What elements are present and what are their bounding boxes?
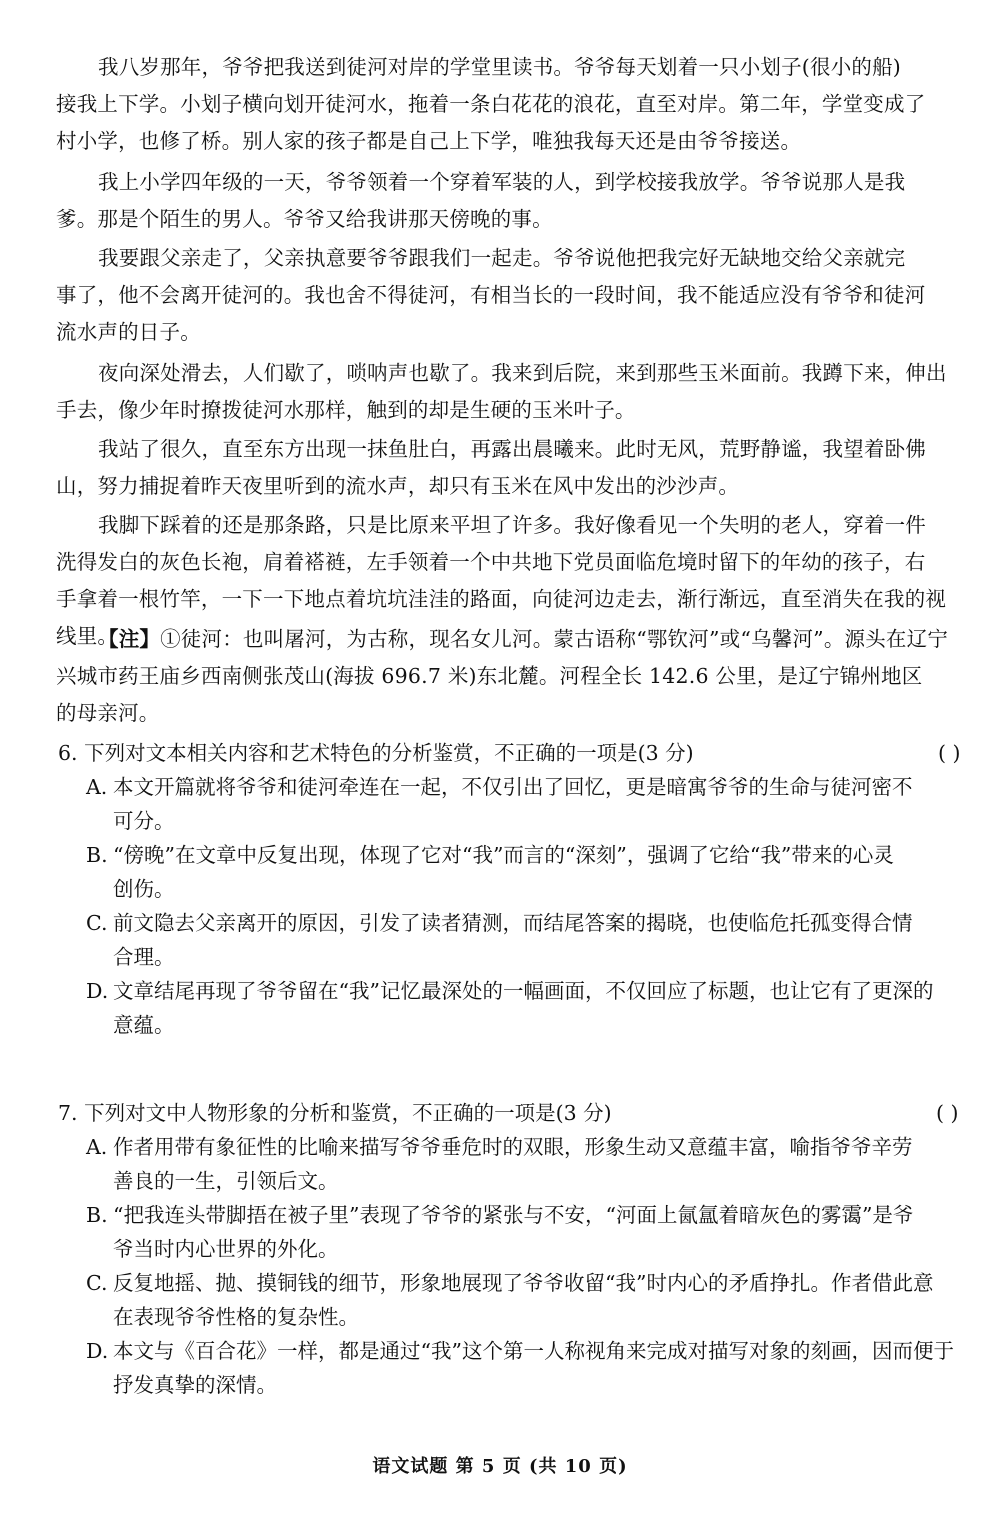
answer-bracket[interactable]: ( ) (936, 1101, 959, 1125)
option-label: B. (86, 1203, 108, 1227)
option-text: 本文开篇就将爷爷和徒河牵连在一起，不仅引出了回忆，更是暗寓爷爷的生命与徒河密不 (113, 775, 913, 799)
footnote-line: 兴城市药王庙乡西南侧张茂山(海拔 696.7 米)东北麓。河程全长 142.6 公里，是辽宁锦州地区 (56, 664, 923, 688)
option-text-cont: 创伤。 (113, 877, 175, 901)
passage-paragraph-3 (56, 240, 1000, 351)
passage-paragraph-4 (56, 355, 1000, 429)
passage-line: 我八岁那年，爷爷把我送到徒河对岸的学堂里读书。爷爷每天划着一只小划子(很小的船) (98, 55, 901, 79)
passage-line: 我要跟父亲走了，父亲执意要爷爷跟我们一起走。爷爷说他把我完好无缺地交给父亲就完 (98, 246, 906, 270)
question-7 (58, 1096, 1000, 1402)
passage-line: 洗得发白的灰色长袍，肩着褡裢，左手领着一个中共地下党员面临危境时留下的年幼的孩子，右 (56, 550, 926, 574)
option-label: A. (86, 775, 108, 799)
question-stem-text: 6. 下列对文本相关内容和艺术特色的分析鉴赏，不正确的一项是(3 分) (58, 741, 694, 765)
option-text: 反复地摇、抛、摸铜钱的细节，形象地展现了爷爷收留“我”时内心的矛盾挣扎。作者借此意 (113, 1271, 934, 1295)
footnote-text: ①徒河：也叫屠河，为古称，现名女儿河。蒙古语称“鄂钦河”或“乌馨河”。源头在辽宁 (160, 627, 949, 651)
passage-line: 我站了很久，直至东方出现一抹鱼肚白，再露出晨曦来。此时无风，荒野静谧，我望着卧佛 (98, 437, 926, 461)
passage-paragraph-2 (56, 164, 1000, 238)
option-a[interactable] (58, 1130, 1000, 1164)
passage-line: 我脚下踩着的还是那条路，只是比原来平坦了许多。我好像看见一个失明的老人，穿着一件 (98, 513, 926, 537)
page-footer: 语文试题 第 5 页 (共 10 页) (372, 1456, 628, 1477)
option-text-cont: 在表现爷爷性格的复杂性。 (113, 1305, 359, 1329)
passage-line: 夜向深处滑去，人们歇了，唢呐声也歇了。我来到后院，来到那些玉米面前。我蹲下来，伸出 (98, 361, 947, 385)
passage-line: 接我上下学。小划子横向划开徒河水，拖着一条白花花的浪花，直至对岸。第二年，学堂变成了 (56, 92, 926, 116)
option-label: C. (86, 1271, 108, 1295)
option-text-cont: 抒发真挚的深情。 (113, 1373, 277, 1397)
passage-paragraph-5 (56, 431, 1000, 505)
passage-line: 手去，像少年时撩拨徒河水那样，触到的却是生硬的玉米叶子。 (56, 398, 636, 422)
option-b[interactable] (58, 1198, 1000, 1232)
option-label: A. (86, 1135, 108, 1159)
option-text-cont: 爷当时内心世界的外化。 (113, 1237, 339, 1261)
option-c[interactable] (58, 1266, 1000, 1300)
option-d[interactable] (58, 974, 1000, 1008)
option-text-cont: 善良的一生，引领后文。 (113, 1169, 339, 1193)
passage-line: 事了，他不会离开徒河的。我也舍不得徒河，有相当长的一段时间，我不能适应没有爷爷和徒河 (56, 283, 926, 307)
answer-bracket[interactable]: ( ) (938, 741, 961, 765)
question-stem (58, 1096, 1000, 1130)
question-6 (58, 736, 1000, 1042)
option-text: 作者用带有象征性的比喻来描写爷爷垂危时的双眼，形象生动又意蕴丰富，喻指爷爷辛劳 (113, 1135, 913, 1159)
passage-line: 爹。那是个陌生的男人。爷爷又给我讲那天傍晚的事。 (56, 207, 553, 231)
option-c[interactable] (58, 906, 1000, 940)
passage-line: 线里。 (56, 624, 119, 648)
question-stem (58, 736, 1000, 770)
option-label: D. (86, 979, 109, 1003)
option-text: 前文隐去父亲离开的原因，引发了读者猜测，而结尾答案的揭晓，也使临危托孤变得合情 (113, 911, 913, 935)
option-text-cont: 意蕴。 (113, 1013, 175, 1037)
footnote-label: 【注】 (98, 627, 161, 651)
option-label: C. (86, 911, 108, 935)
option-d[interactable] (58, 1334, 1000, 1368)
option-a[interactable] (58, 770, 1000, 804)
option-text: 文章结尾再现了爷爷留在“我”记忆最深处的一幅画面，不仅回应了标题，也让它有了更深的 (113, 979, 934, 1003)
option-text: 本文与《百合花》一样，都是通过“我”这个第一人称视角来完成对描写对象的刻画，因而便于 (113, 1339, 954, 1363)
passage-paragraph-1 (56, 49, 1000, 160)
passage-line: 我上小学四年级的一天，爷爷领着一个穿着军装的人，到学校接我放学。爷爷说那人是我 (98, 170, 906, 194)
option-b[interactable] (58, 838, 1000, 872)
option-text: “傍晚”在文章中反复出现，体现了它对“我”而言的“深刻”，强调了它给“我”带来的心灵 (113, 843, 894, 867)
passage-line: 流水声的日子。 (56, 320, 201, 344)
question-stem-text: 7. 下列对文中人物形象的分析和鉴赏，不正确的一项是(3 分) (58, 1101, 612, 1125)
option-text-cont: 可分。 (113, 809, 175, 833)
footnote (56, 621, 1000, 732)
footnote-line (56, 621, 1000, 658)
option-text-cont: 合理。 (113, 945, 175, 969)
option-label: D. (86, 1339, 109, 1363)
option-text: “把我连头带脚捂在被子里”表现了爷爷的紧张与不安，“河面上氤氲着暗灰色的雾霭”是爷 (113, 1203, 914, 1227)
passage-line: 村小学，也修了桥。别人家的孩子都是自己上下学，唯独我每天还是由爷爷接送。 (56, 129, 802, 153)
passage-line: 山，努力捕捉着昨天夜里听到的流水声，却只有玉米在风中发出的沙沙声。 (56, 474, 740, 498)
option-label: B. (86, 843, 108, 867)
footnote-line: 的母亲河。 (56, 701, 160, 725)
passage-line: 手拿着一根竹竿，一下一下地点着坑坑洼洼的路面，向徒河边走去，渐行渐远，直至消失在我的视 (56, 587, 947, 611)
